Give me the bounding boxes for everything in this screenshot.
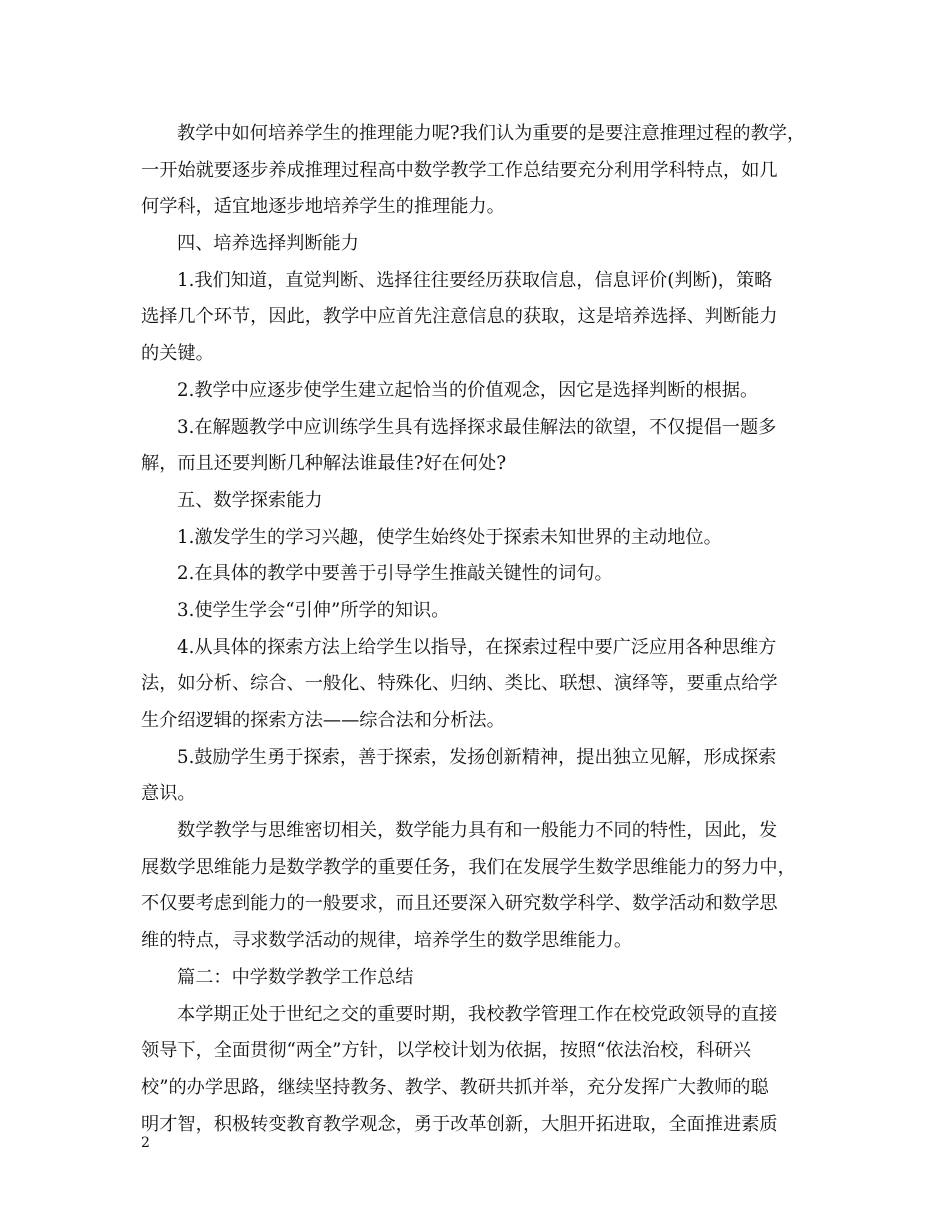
text-line: 解，而且还要判断几种解法谁最佳?好在何处? <box>141 453 507 475</box>
text-line: 选择几个环节，因此，教学中应首先注意信息的获取，这是培养选择、判断能力 <box>141 306 778 328</box>
text-line: 领导下，全面贯彻“两全”方针，以学校计划为依据，按照“依法治校，科研兴 <box>141 1040 751 1062</box>
text-line: 4.从具体的探索方法上给学生以指导，在探索过程中要广泛应用各种思维方 <box>177 636 777 658</box>
text-line: 维的特点，寻求数学活动的规律，培养学生的数学思维能力。 <box>141 930 633 952</box>
text-line: 1.我们知道，直觉判断、选择往往要经历获取信息，信息评价(判断)，策略 <box>177 269 773 291</box>
text-line: 1.激发学生的学习兴趣，使学生始终处于探索未知世界的主动地位。 <box>177 526 722 548</box>
text-line: 意识。 <box>141 783 196 805</box>
text-line: 本学期正处于世纪之交的重要时期，我校教学管理工作在校党政领导的直接 <box>177 1003 778 1025</box>
text-line: 的关键。 <box>141 343 214 365</box>
text-line: 生介绍逻辑的探索方法——综合法和分析法。 <box>141 710 505 731</box>
text-line: 教学中如何培养学生的推理能力呢?我们认为重要的是要注意推理过程的教学， <box>177 123 806 144</box>
text-line: 不仅要考虑到能力的一般要求，而且还要深入研究数学科学、数学活动和数学思 <box>141 893 778 915</box>
page-number: 2 <box>141 1135 150 1151</box>
text-line: 四、培养选择判断能力 <box>177 233 359 255</box>
text-line: 一开始就要逐步养成推理过程高中数学教学工作总结要充分利用学科特点，如几 <box>141 159 778 181</box>
text-line: 数学教学与思维密切相关，数学能力具有和一般能力不同的特性，因此，发 <box>177 820 778 842</box>
text-line: 法，如分析、综合、一般化、特殊化、归纳、类比、联想、演绎等，要重点给学 <box>141 673 778 695</box>
text-line: 2.教学中应逐步使学生建立起恰当的价值观念，因它是选择判断的根据。 <box>177 379 759 401</box>
text-line: 5.鼓励学生勇于探索，善于探索，发扬创新精神，提出独立见解，形成探索 <box>177 746 777 768</box>
body-text <box>141 116 813 1143</box>
text-line: 五、数学探索能力 <box>177 489 323 511</box>
text-line: 2.在具体的教学中要善于引导学生推敲关键性的词句。 <box>177 563 613 585</box>
text-line: 3.在解题教学中应训练学生具有选择探求最佳解法的欲望，不仅提倡一题多 <box>177 416 777 438</box>
text-line: 校”的办学思路，继续坚持教务、教学、教研共抓并举，充分发挥广大教师的聪 <box>141 1076 769 1098</box>
text-line: 何学科，适宜地逐步地培养学生的推理能力。 <box>141 196 505 218</box>
text-line: 明才智，积极转变教育教学观念，勇于改革创新，大胆开拓进取，全面推进素质 <box>141 1113 778 1135</box>
text-line: 展数学思维能力是数学教学的重要任务，我们在发展学生数学思维能力的努力中， <box>141 856 796 878</box>
text-line: 篇二：中学数学教学工作总结 <box>177 966 414 988</box>
text-line: 3.使学生学会“引伸”所学的知识。 <box>177 599 450 621</box>
